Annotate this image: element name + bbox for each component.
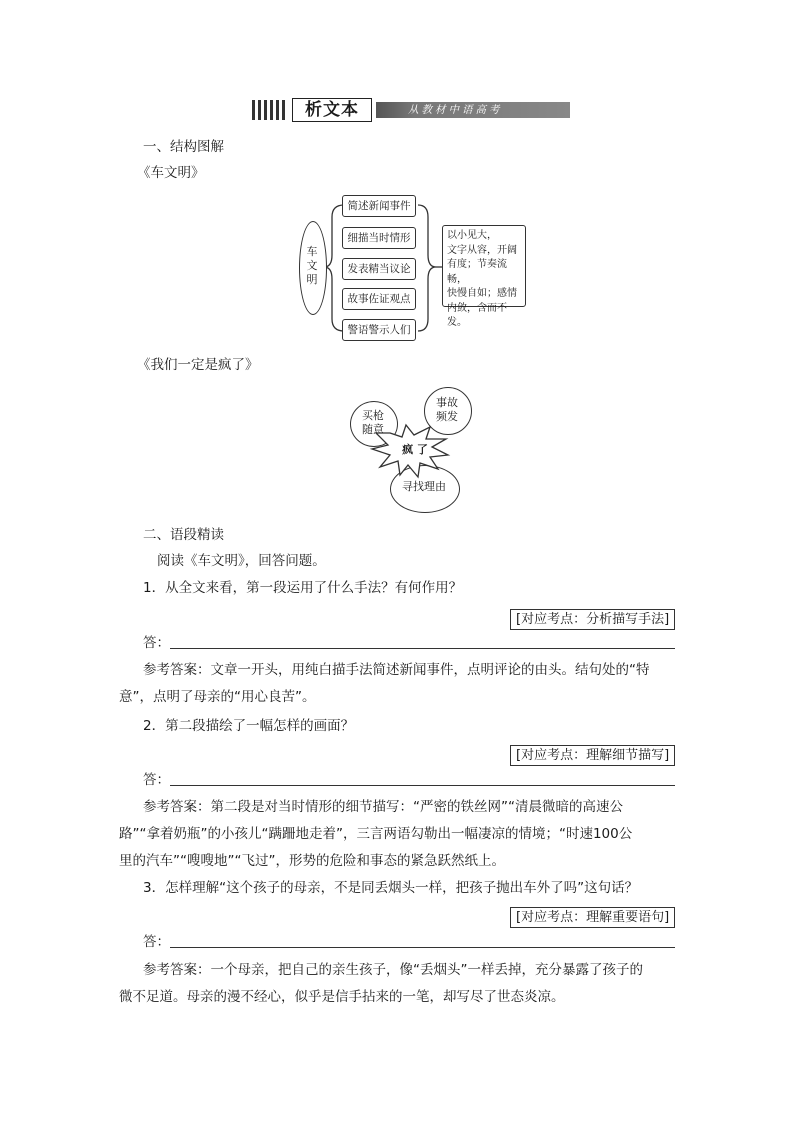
diagram1-box-1: 简述新闻事件 — [342, 195, 416, 217]
banner-subtitle: 从教材中语高考 — [376, 102, 570, 118]
work2-title: 《我们一定是疯了》 — [137, 357, 259, 373]
diagram1-box-2: 细描当时情形 — [342, 227, 416, 249]
ref-text-3a: 一个母亲，把自己的亲生孩子，像“丢烟头”一样丢掉，充分暴露了孩子的 — [210, 962, 643, 978]
diagram1-box-4: 故事佐证观点 — [342, 288, 416, 310]
question-3-tag: [对应考点：理解重要语句] — [510, 907, 675, 928]
answer-line-3 — [170, 947, 675, 948]
answer-label-3: 答： — [143, 934, 170, 950]
question-3: 3．怎样理解“这个孩子的母亲，不是同丢烟头一样，把孩子抛出车外了吗”这句话？ — [143, 880, 639, 896]
section-banner — [252, 98, 570, 122]
diagram2-center-label: 疯 了 — [402, 443, 428, 456]
structure-diagram-1 — [296, 191, 530, 346]
diagram2-label-bottom: 寻找理由 — [402, 480, 446, 493]
ref-label-2: 参考答案： — [143, 799, 211, 815]
diagram2-label-left: 买枪 随意 — [362, 409, 384, 436]
section2-intro: 阅读《车文明》，回答问题。 — [157, 553, 326, 569]
banner-stripes — [252, 100, 288, 120]
ref-text-1a: 文章一开头，用纯白描手法简述新闻事件，点明评论的由头。结句处的“特 — [210, 662, 650, 678]
reference-answer-3-line2: 微不足道。母亲的漫不经心，似乎是信手拈来的一笔，却写尽了世态炎凉。 — [119, 989, 565, 1005]
reference-answer-1-line2: 意”，点明了母亲的“用心良苦”。 — [119, 689, 316, 705]
question-2-tag: [对应考点：理解细节描写] — [510, 745, 675, 766]
answer-line-1 — [170, 648, 675, 649]
answer-line-2 — [170, 785, 675, 786]
diagram1-summary-box: 以小见大， 文字从容，开阔 有度；节奏流畅， 快慢自如；感情 内敛，含而不发。 — [442, 225, 526, 307]
ref-text-2a: 第二段是对当时情形的细节描写：“严密的铁丝网”“清晨微暗的高速公 — [210, 799, 623, 815]
question-2: 2．第二段描绘了一幅怎样的画面？ — [143, 718, 355, 734]
diagram1-center-label: 车文明 — [306, 245, 318, 286]
reference-answer-2-line2: 路”“拿着奶瓶”的小孩儿“蹒跚地走着”，三言两语勾勒出一幅凄凉的情境；“时速100公 — [119, 826, 633, 842]
structure-diagram-2 — [346, 383, 476, 515]
reference-answer-2-line3: 里的汽车”“嗖嗖地”“飞过”，形势的危险和事态的紧急跃然纸上。 — [119, 853, 505, 869]
ref-label-1: 参考答案： — [143, 662, 211, 678]
answer-label-1: 答： — [143, 635, 170, 651]
work1-title: 《车文明》 — [137, 165, 205, 181]
reference-answer-3-line1 — [143, 960, 643, 980]
question-1: 1．从全文来看，第一段运用了什么手法？有何作用？ — [143, 580, 463, 596]
diagram1-box-3: 发表精当议论 — [342, 258, 416, 280]
reference-answer-2-line1 — [143, 797, 623, 817]
banner-title: 析文本 — [292, 98, 372, 122]
question-1-tag: [对应考点：分析描写手法] — [510, 609, 675, 630]
section2-heading: 二、语段精读 — [143, 527, 224, 543]
ref-label-3: 参考答案： — [143, 962, 211, 978]
section1-heading: 一、结构图解 — [143, 139, 224, 155]
diagram1-box-5: 警语警示人们 — [342, 319, 416, 341]
answer-label-2: 答： — [143, 772, 170, 788]
reference-answer-1-line1 — [143, 660, 650, 680]
diagram2-label-right: 事故 频发 — [436, 396, 458, 423]
